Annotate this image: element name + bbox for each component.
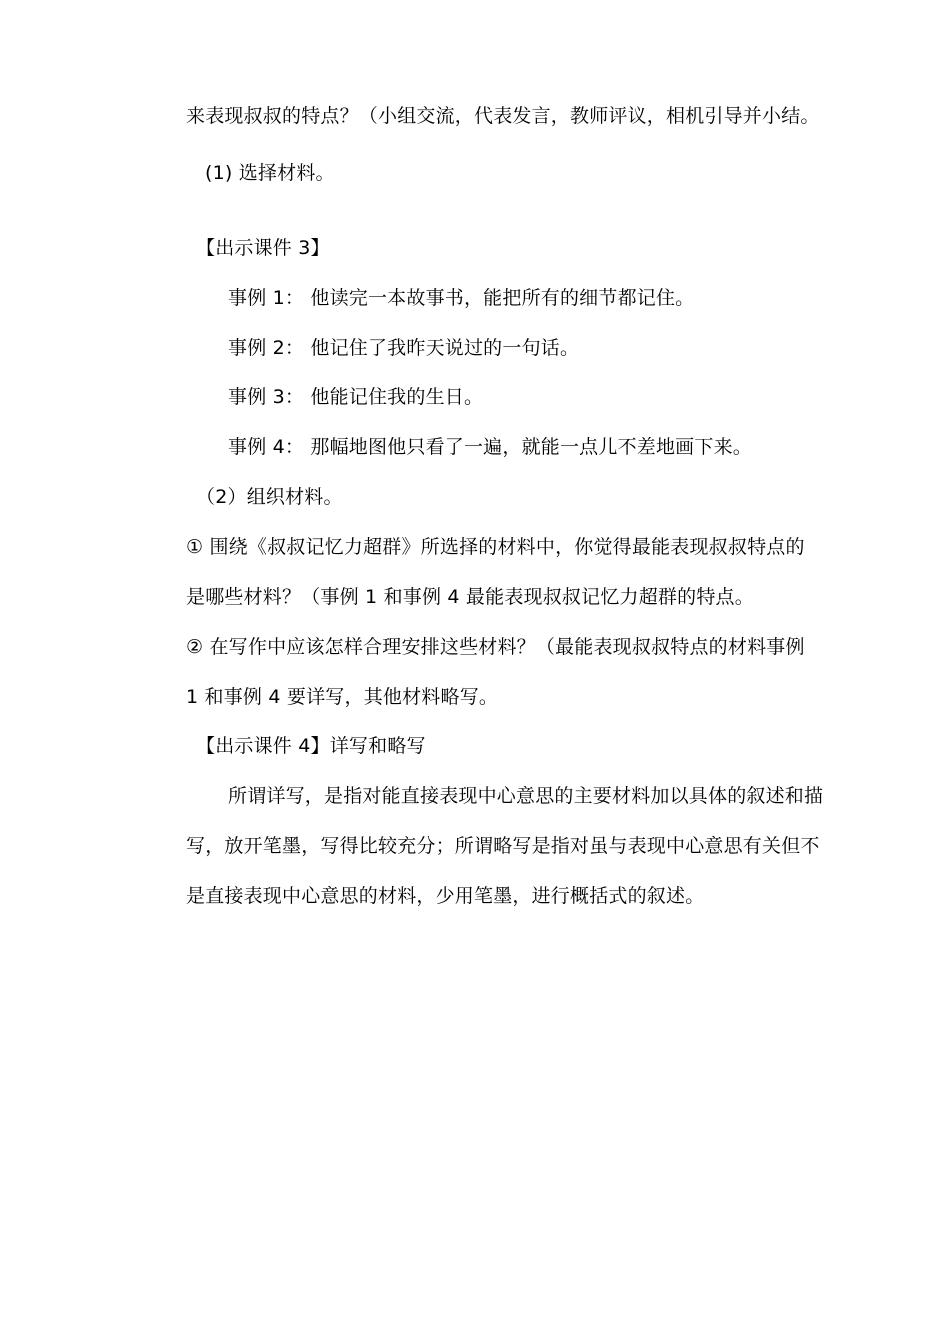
section-heading-organize-materials: （2）组织材料。 [196,486,343,508]
question-1-line-1: ① 围绕《叔叔记忆力超群》所选择的材料中，你觉得最能表现叔叔特点的 [186,536,805,558]
courseware-label-4: 【出示课件 4】详写和略写 [196,735,426,757]
courseware-label-3: 【出示课件 3】 [196,237,330,259]
example-1: 事例 1： 他读完一本故事书，能把所有的细节都记住。 [228,287,695,309]
example-3: 事例 3： 他能记住我的生日。 [228,386,484,408]
section-heading-select-materials: (1) 选择材料。 [205,162,335,184]
definition-line-2: 写，放开笔墨，写得比较充分；所谓略写是指对虽与表现中心意思有关但不 [186,835,820,857]
question-2-line-2: 1 和事例 4 要详写，其他材料略写。 [186,686,499,708]
paragraph-line-1: 来表现叔叔的特点？（小组交流，代表发言，教师评议，相机引导并小结。 [186,105,820,127]
question-1-line-2: 是哪些材料？（事例 1 和事例 4 最能表现叔叔记忆力超群的特点。 [186,586,754,608]
question-2-line-1: ② 在写作中应该怎样合理安排这些材料？（最能表现叔叔特点的材料事例 [186,636,805,658]
example-4: 事例 4： 那幅地图他只看了一遍，就能一点儿不差地画下来。 [228,436,752,458]
definition-line-1: 所谓详写，是指对能直接表现中心意思的主要材料加以具体的叙述和描 [228,785,824,807]
example-2: 事例 2： 他记住了我昨天说过的一句话。 [228,337,580,359]
definition-line-3: 是直接表现中心意思的材料，少用笔墨，进行概括式的叙述。 [186,885,705,907]
